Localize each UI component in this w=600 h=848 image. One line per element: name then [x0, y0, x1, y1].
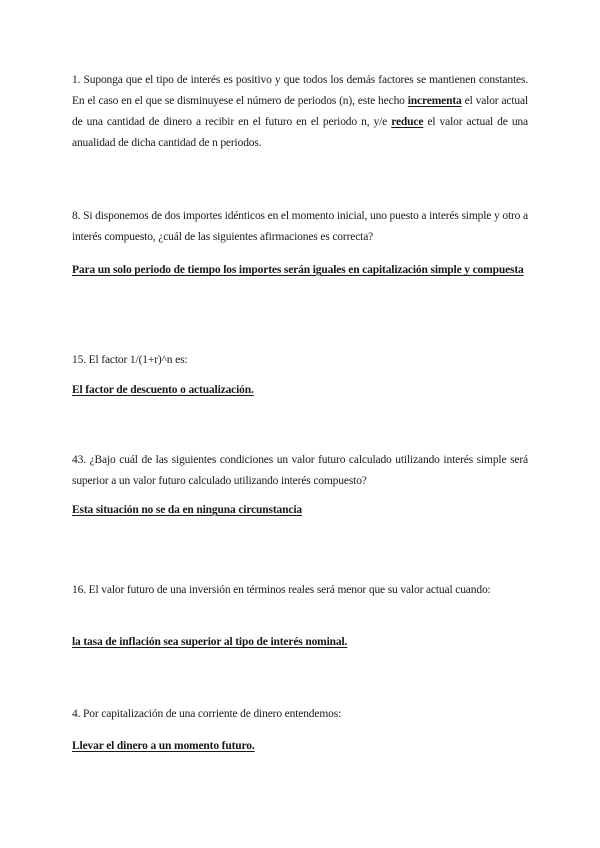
- question-8-text: 8. Si disponemos de dos importes idénticos en el momento inicial, uno puesto a interés simple y otro a interés compuesto, ¿cuál de las siguientes afirmaciones es correcta?: [72, 210, 528, 243]
- question-16-text: 16. El valor futuro de una inversión en términos reales será menor que su valor actual cuando:: [72, 584, 491, 596]
- question-1-text-part3: el valor actual de una anualidad de dicha cantidad de n periodos.: [72, 116, 528, 149]
- question-43-answer: Esta situación no se da en ninguna circunstancia: [72, 504, 302, 516]
- question-4-text: 4. Por capitalización de una corriente de dinero entendemos:: [72, 708, 342, 720]
- question-1-keyword-reduce: reduce: [391, 116, 424, 128]
- question-15-answer: El factor de descuento o actualización.: [72, 384, 254, 396]
- question-1: [72, 70, 528, 154]
- question-1-text-part1: 1. Suponga que el tipo de interés es positivo y que todos los demás factores se mantienen constantes. En el caso en el que se disminuyese el número de periodos (n), este hecho: [72, 74, 528, 107]
- question-8-answer: Para un solo periodo de tiempo los importes serán iguales en capitalización simple y compuesta: [72, 264, 524, 276]
- question-4-answer: Llevar el dinero a un momento futuro.: [72, 740, 255, 752]
- question-16-answer: la tasa de inflación sea superior al tipo de interés nominal.: [72, 636, 348, 648]
- question-15-text: 15. El factor 1/(1+r)^n es:: [72, 354, 188, 366]
- question-43-text: 43. ¿Bajo cuál de las siguientes condiciones un valor futuro calculado utilizando interés simple será superior a un valor futuro calculado utilizando interés compuesto?: [72, 454, 528, 487]
- question-1-text-part2: el valor actual de una cantidad de dinero a recibir en el futuro en el periodo n, y/e: [72, 95, 529, 128]
- question-1-keyword-incrementa: incrementa: [407, 95, 462, 107]
